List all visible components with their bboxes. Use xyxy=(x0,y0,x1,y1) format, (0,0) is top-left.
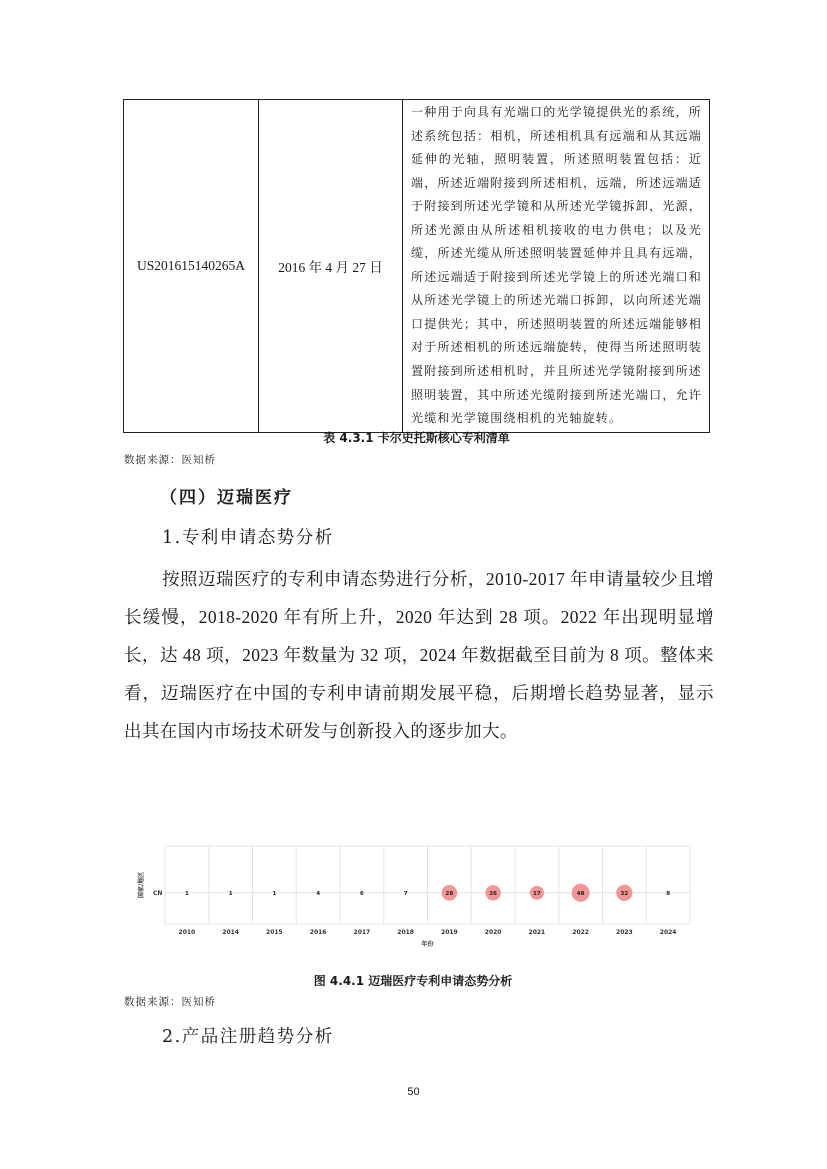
x-tick-label: 2022 xyxy=(572,929,589,936)
bubble-label: 8 xyxy=(666,890,671,897)
section-heading: （四）迈瑞医疗 xyxy=(160,488,293,508)
bubble-label: 1 xyxy=(184,890,189,897)
bubble-label: 32 xyxy=(620,890,629,897)
x-tick-label: 2014 xyxy=(222,929,239,936)
patent-trend-chart xyxy=(135,836,695,954)
bubble-label: 1 xyxy=(272,890,277,897)
body-paragraph xyxy=(124,560,714,750)
x-tick-label: 2017 xyxy=(353,929,371,936)
x-tick-label: 2015 xyxy=(266,929,283,936)
y-axis-label: 国家/地区 xyxy=(138,871,145,899)
bubble-label: 7 xyxy=(403,890,408,897)
x-tick-label: 2010 xyxy=(178,929,196,936)
subheading-registration-trend: 2.产品注册趋势分析 xyxy=(162,1027,334,1047)
subheading-patent-trend: 1.专利申请态势分析 xyxy=(162,528,334,548)
x-tick-label: 2021 xyxy=(528,929,546,936)
bubble-label: 4 xyxy=(316,890,321,897)
patent-abstract-cell: 一种用于向具有光端口的光学镜提供光的系统，所述系统包括：相机，所述相机具有远端和从其远端延伸的光轴，照明装置，所述照明装置包括：近端，所述近端附接到所述相机，远端，所述远端适于附接到所述光学镜和从所述光学镜拆卸，光源，所述光源由从所述相机接收的电力供电；以及光缆，所述光缆从所述照明装置延伸并且具有远端，所述远端适于附接到所述光学镜上的所述光端口和从所述光学镜上的所述光端口拆卸，以向所述光端口提供光；其中，所述照明装置的所述远端能够相对于所述相机的所述远端旋转，使得当所述照明装置附接到所述相机时，并且所述光学镜附接到所述照明装置，其中所述光缆附接到所述光端口，允许光缆和光学镜围绕相机的光轴旋转。 xyxy=(403,100,710,433)
patent-table xyxy=(123,99,710,433)
x-tick-label: 2020 xyxy=(484,929,502,936)
paragraph-text: 按照迈瑞医疗的专利申请态势进行分析，2010-2017 年申请量较少且增长缓慢，2018-2020 年有所上升，2020 年达到 28 项。2022 年出现明显增长，达 48 项，2023 年数量为 32 项，2024 年数据截至目前为 8 项。整体来看，迈瑞医疗在中国的专利申请前期发展平稳，后期增长趋势显著，显示出其在国内市场技术研发与创新投入的逐步加大。 xyxy=(124,569,714,741)
x-tick-label: 2023 xyxy=(616,929,633,936)
y-category-label: CN xyxy=(153,889,163,897)
figure-caption: 图 4.4.1 迈瑞医疗专利申请态势分析 xyxy=(313,974,513,988)
x-axis-label: 年份 xyxy=(421,941,434,948)
chart-svg xyxy=(135,836,695,954)
table-caption: 表 4.3.1 卡尔史托斯核心专利清单 xyxy=(323,431,510,445)
bubble-label: 26 xyxy=(489,890,497,897)
figure-source: 数据来源：医知桥 xyxy=(124,996,216,1008)
x-tick-label: 2024 xyxy=(659,929,677,936)
table-row xyxy=(124,100,710,433)
chart-grid xyxy=(165,846,690,924)
bubble-label: 48 xyxy=(576,890,585,897)
x-tick-label: 2018 xyxy=(397,929,414,936)
patent-date-cell: 2016 年 4 月 27 日 xyxy=(259,100,403,433)
x-tick-label: 2016 xyxy=(309,929,327,936)
bubble-label: 6 xyxy=(359,890,364,897)
patent-number-cell: US201615140265A xyxy=(124,100,259,433)
x-tick-label: 2019 xyxy=(441,929,458,936)
table-source: 数据来源：医知桥 xyxy=(124,454,216,466)
bubble-label: 17 xyxy=(533,890,541,897)
bubble-label: 1 xyxy=(228,890,233,897)
page-number: 50 xyxy=(407,1086,420,1098)
chart-x-ticks xyxy=(179,929,677,936)
bubble-label: 28 xyxy=(445,890,454,897)
